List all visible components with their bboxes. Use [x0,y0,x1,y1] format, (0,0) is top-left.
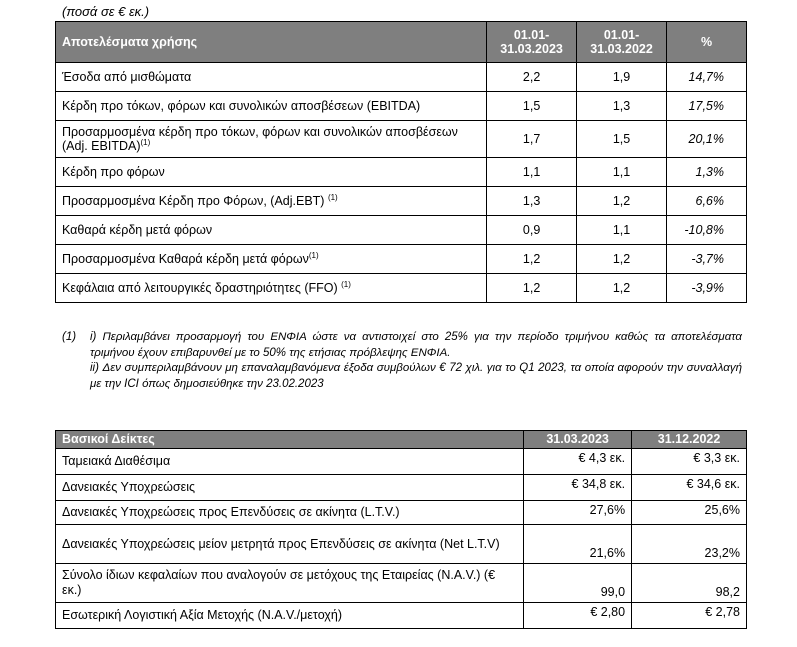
value-previous: 23,2% [632,525,747,564]
results-header-label: Αποτελέσματα χρήσης [56,22,487,63]
row-label: Προσαρμοσμένα Καθαρά κέρδη μετά φόρων$^{(1)}$ [56,245,487,274]
value-current: € 2,80 [524,603,632,629]
footnote-ii: ii) Δεν συμπεριλαμβάνουν μη επαναλαμβανόμενα έξοδα συμβούλων € 72 χιλ. για το Q1 2023, τα οποία αφορούν την συναλλαγή με την ICI όπως δημοσιεύθηκε την 23.02.2023 [90,362,742,390]
value-previous: 98,2 [632,564,747,603]
value-2023: 1,3 [487,187,577,216]
value-2023: 1,2 [487,245,577,274]
change-pct: -10,8% [667,216,747,245]
value-2022: 1,1 [577,158,667,187]
row-label: Δανειακές Υποχρεώσεις προς Επενδύσεις σε ακίνητα (L.T.V.) [56,501,524,525]
row-label: Έσοδα από μισθώματα [56,63,487,92]
row-label: Κεφάλαια από λειτουργικές δραστηριότητες (FFO) $^{(1)}$ [56,274,487,303]
results-table [55,21,747,303]
value-2023: 1,7 [487,121,577,158]
indicators-header-row [56,431,747,449]
table-row [56,564,747,603]
value-2023: 1,1 [487,158,577,187]
table-row [56,121,747,158]
value-2022: 1,5 [577,121,667,158]
table-row [56,187,747,216]
change-pct: 14,7% [667,63,747,92]
key-indicators-table [55,430,747,629]
value-2022: 1,9 [577,63,667,92]
table-row [56,501,747,525]
row-label: Καθαρά κέρδη μετά φόρων [56,216,487,245]
value-current: € 4,3 εκ. [524,449,632,475]
value-2023: 1,5 [487,92,577,121]
table-row [56,603,747,629]
table-row [56,158,747,187]
row-label: Προσαρμοσμένα κέρδη προ τόκων, φόρων και συνολικών αποσβέσεων (Adj. EBITDA)$^{(1)}$ [56,121,487,158]
footnote-i: i) Περιλαμβάνει προσαρμογή του ΕΝΦΙΑ ώστε να αντιστοιχεί στο 25% για την περίοδο τριμήνου καθώς τα αποτελέσματα τριμήνου έχουν επιβαρυνθεί με το 50% της ετήσιας πρόβλεψης ΕΝΦΙΑ. [90,331,742,359]
footnotes [62,330,742,392]
value-2023: 0,9 [487,216,577,245]
row-label: Κέρδη προ φόρων [56,158,487,187]
table-row [56,525,747,564]
table-row [56,92,747,121]
row-label: Σύνολο ίδιων κεφαλαίων που αναλογούν σε μετόχους της Εταιρείας (N.A.V.) (€ εκ.) [56,564,524,603]
row-label: Εσωτερική Λογιστική Αξία Μετοχής (N.A.V./μετοχή) [56,603,524,629]
indicators-header-ye: 31.12.2022 [632,431,747,449]
row-label: Δανειακές Υποχρεώσεις μείον μετρητά προς Επενδύσεις σε ακίνητα (Net L.T.V) [56,525,524,564]
change-pct: -3,9% [667,274,747,303]
value-2022: 1,1 [577,216,667,245]
value-2022: 1,3 [577,92,667,121]
value-current: 21,6% [524,525,632,564]
value-current: 99,0 [524,564,632,603]
value-current: 27,6% [524,501,632,525]
indicators-header-q1: 31.03.2023 [524,431,632,449]
row-label: Ταμειακά Διαθέσιμα [56,449,524,475]
table-row [56,245,747,274]
value-previous: € 2,78 [632,603,747,629]
value-2023: 1,2 [487,274,577,303]
value-previous: € 3,3 εκ. [632,449,747,475]
row-label: Δανειακές Υποχρεώσεις [56,475,524,501]
table-row [56,216,747,245]
change-pct: 1,3% [667,158,747,187]
value-2022: 1,2 [577,245,667,274]
change-pct: 17,5% [667,92,747,121]
change-pct: 6,6% [667,187,747,216]
change-pct: -3,7% [667,245,747,274]
indicators-header-label: Βασικοί Δείκτες [56,431,524,449]
table-row [56,475,747,501]
value-2022: 1,2 [577,274,667,303]
row-label: Κέρδη προ τόκων, φόρων και συνολικών αποσβέσεων (EBITDA) [56,92,487,121]
results-header-row [56,22,747,63]
value-previous: € 34,6 εκ. [632,475,747,501]
table-row [56,63,747,92]
results-header-2022: 01.01- 31.03.2022 [577,22,667,63]
value-previous: 25,6% [632,501,747,525]
amounts-caption: (ποσά σε € εκ.) [62,4,150,19]
value-2023: 2,2 [487,63,577,92]
results-header-pct: % [667,22,747,63]
results-header-2023: 01.01- 31.03.2023 [487,22,577,63]
table-row [56,449,747,475]
value-current: € 34,8 εκ. [524,475,632,501]
footnote-marker: (1) [62,331,77,343]
value-2022: 1,2 [577,187,667,216]
change-pct: 20,1% [667,121,747,158]
row-label: Προσαρμοσμένα Κέρδη προ Φόρων, (Adj.EBT) $^{(1)}$ [56,187,487,216]
table-row [56,274,747,303]
